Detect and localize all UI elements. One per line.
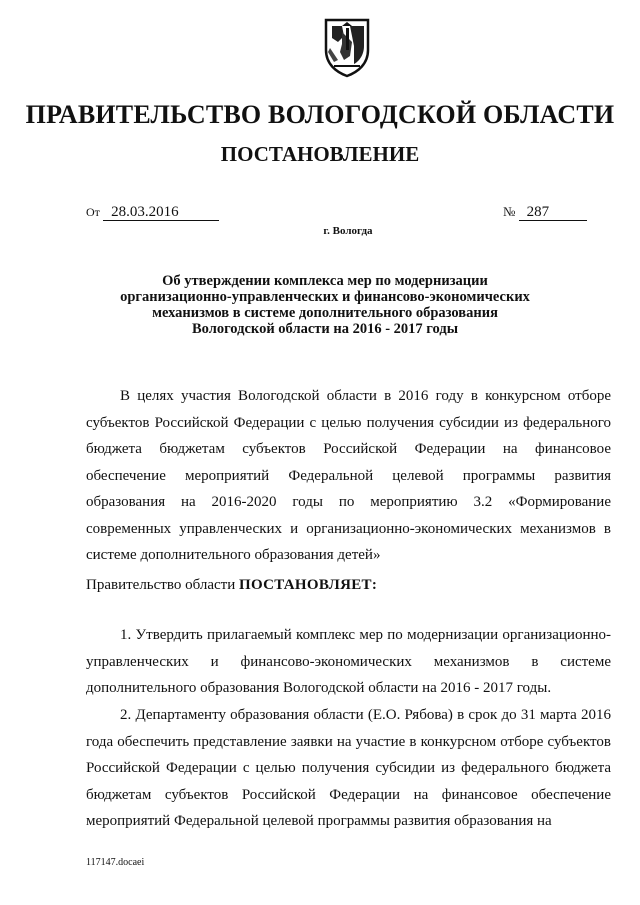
number-field (503, 204, 587, 221)
item-2-paragraph: 2. Департаменту образования области (Е.О. Рябова) в срок до 31 марта 2016 года обеспечить представление заявки на участие в конкурсном отборе субъектов Российской Федерации с целью получения субсидии из федерального бюджета бюджетам субъектов Российской Федерации на финансовое обеспечение мероприятий Федеральной целевой программы развития образования на (86, 707, 611, 829)
number-label: № (503, 204, 516, 219)
document-subject: Об утверждении комплекса мер по модернизации организационно-управленческих и финансово-экономических механизмов в системе дополнительного образования Вологодской области на 2016 - 2017 годы (120, 273, 530, 337)
item-1-paragraph: 1. Утвердить прилагаемый комплекс мер по модернизации организационно-управленческих и финансово-экономических механизмов в системе дополнительного образования Вологодской области на 2016 - 2017 годы. (86, 627, 611, 696)
preamble-paragraph: В целях участия Вологодской области в 2016 году в конкурсном отборе субъектов Российской Федерации с целью получения субсидии из федерального бюджета бюджетам субъектов Российской Федерации на финансовое обеспечение мероприятий Федеральной целевой программы развития образования на 2016-2020 годы по мероприятию 3.2 «Формирование современных управленческих и организационно-экономических механизмов в системе дополнительного образования детей» (86, 388, 611, 563)
document-type-title: ПОСТАНОВЛЕНИЕ (220, 142, 420, 166)
number-value: 287 (519, 204, 587, 221)
decree-line (86, 572, 611, 599)
decree-prefix: Правительство области (86, 577, 236, 593)
decree-word: ПОСТАНОВЛЯЕТ: (238, 577, 378, 593)
date-label: От (86, 205, 100, 219)
date-value: 28.03.2016 (103, 204, 219, 221)
date-field (86, 204, 219, 221)
city-label: г. Вологда (323, 225, 373, 237)
government-title: ПРАВИТЕЛЬСТВО ВОЛОГОДСКОЙ ОБЛАСТИ (25, 100, 615, 129)
file-reference: 117147.docaei (86, 857, 145, 868)
coat-of-arms-emblem (320, 16, 374, 78)
